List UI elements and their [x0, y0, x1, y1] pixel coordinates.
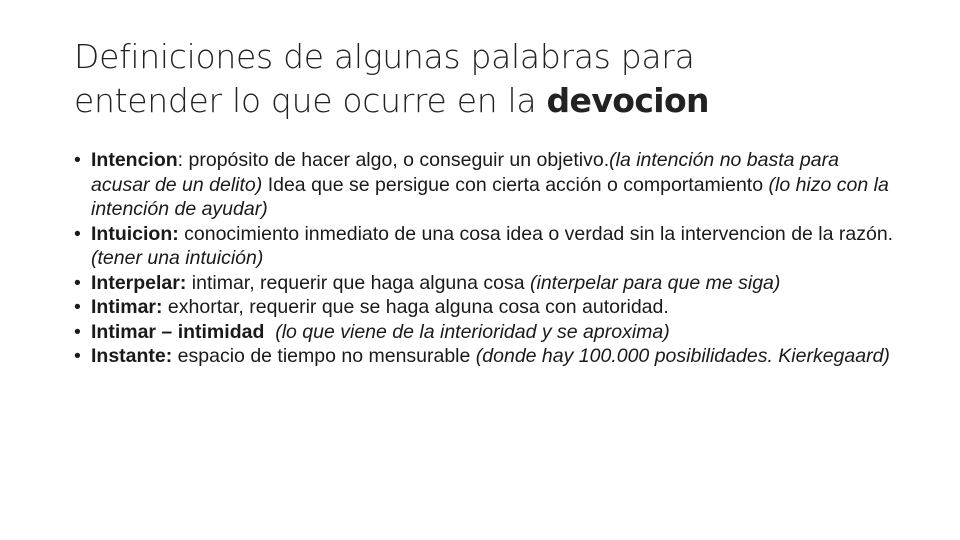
title-emphasis: devocion [546, 81, 709, 120]
term-instante: Instante: [91, 345, 173, 367]
bullet: • [74, 271, 81, 294]
title-line-1: Definiciones de algunas palabras para [74, 37, 695, 76]
example-interpelar: (interpelar para que me siga) [530, 271, 781, 294]
bullet: • [74, 222, 81, 245]
title-line-2-prefix: entender lo que ocurre en la [74, 81, 547, 120]
definition-intimidad [264, 321, 275, 343]
list-item-intimidad [74, 320, 894, 345]
example-instante: (donde hay 100.000 posibilidades. Kierkegaard) [475, 345, 890, 367]
definition-intuicion: conocimiento inmediato de una cosa idea o verdad sin la intervencion de la razón. [178, 222, 894, 245]
list-item-intimar [74, 295, 894, 320]
list-item-intencion [74, 148, 894, 222]
bullet: • [74, 320, 81, 343]
example-intencion-2: (lo hizo con la intención de ayudar) [91, 173, 889, 220]
slide-title [74, 35, 894, 123]
bullet: • [74, 296, 81, 318]
definition-instante: espacio de tiempo no mensurable [172, 345, 476, 367]
definition-interpelar: intimar, requerir que haga alguna cosa [186, 271, 530, 294]
example-intuicion: (tener una intuición) [91, 247, 264, 269]
term-intimar: Intimar: [91, 296, 163, 318]
definition-intencion: : propósito de hacer algo, o conseguir un objetivo. [177, 149, 610, 171]
list-item-interpelar [74, 271, 894, 296]
term-interpelar: Interpelar: [91, 271, 187, 294]
list-item-instante [74, 344, 894, 369]
term-intimidad: Intimar – intimidad [91, 320, 265, 343]
term-intencion: Intencion [91, 149, 178, 171]
definition-intimar: exhortar, requerir que se haga alguna cosa con autoridad. [162, 296, 669, 318]
definition-intencion-2: Idea que se persigue con cierta acción o comportamiento [262, 173, 769, 196]
list-item-intuicion [74, 222, 894, 271]
example-intimidad: (lo que viene de la interioridad y se aproxima) [275, 320, 670, 343]
example-intencion-1: (la intención no basta para acusar de un delito) [91, 149, 839, 196]
bullet: • [74, 149, 81, 171]
term-intuicion: Intuicion: [91, 222, 179, 245]
definition-list [74, 148, 894, 369]
bullet: • [74, 345, 81, 367]
